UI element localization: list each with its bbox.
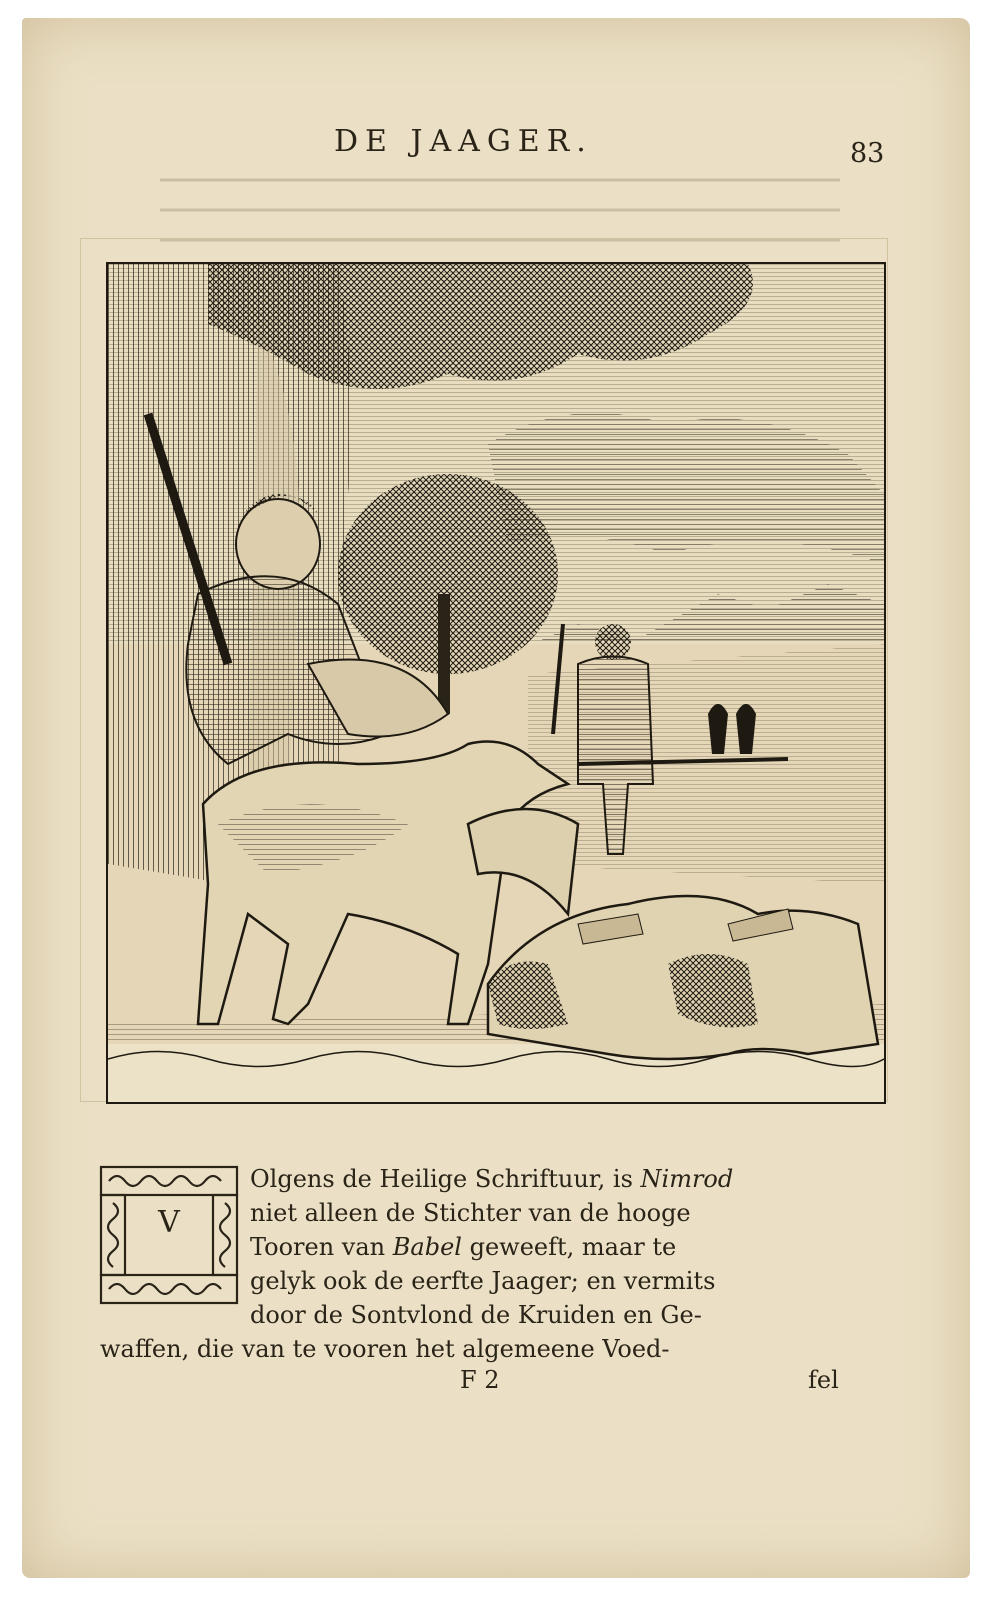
initial-letter: V <box>158 1205 180 1240</box>
text-run: geweeft, maar te <box>461 1233 677 1261</box>
decorated-initial <box>99 1165 239 1305</box>
page-number: 83 <box>850 138 885 169</box>
text-line <box>250 1298 702 1332</box>
text-line <box>250 1162 733 1196</box>
engraving-image <box>108 264 884 1102</box>
text-run-italic: Babel <box>392 1233 462 1261</box>
text-run: waffen, die van te vooren het algemeene Voed- <box>100 1335 670 1363</box>
signature-mark: F 2 <box>460 1366 500 1394</box>
text-run: door de Sontvlond de Kruiden en Ge- <box>250 1301 702 1329</box>
text-line <box>250 1230 676 1264</box>
text-line <box>250 1264 715 1298</box>
text-run: gelyk ook de eerfte Jaager; en vermits <box>250 1267 716 1295</box>
text-run: niet alleen de Stichter van de hooge <box>250 1199 691 1227</box>
running-head: DE JAAGER. <box>334 124 593 159</box>
show-through-text <box>150 160 850 250</box>
text-line <box>250 1196 691 1230</box>
text-run-italic: Nimrod <box>640 1165 734 1193</box>
text-run: Tooren van <box>250 1233 393 1261</box>
hunter-engraving <box>106 262 886 1104</box>
text-run: Olgens de Heilige Schriftuur, is <box>250 1165 641 1193</box>
text-line <box>100 1332 670 1366</box>
catchword: fel <box>808 1366 839 1394</box>
